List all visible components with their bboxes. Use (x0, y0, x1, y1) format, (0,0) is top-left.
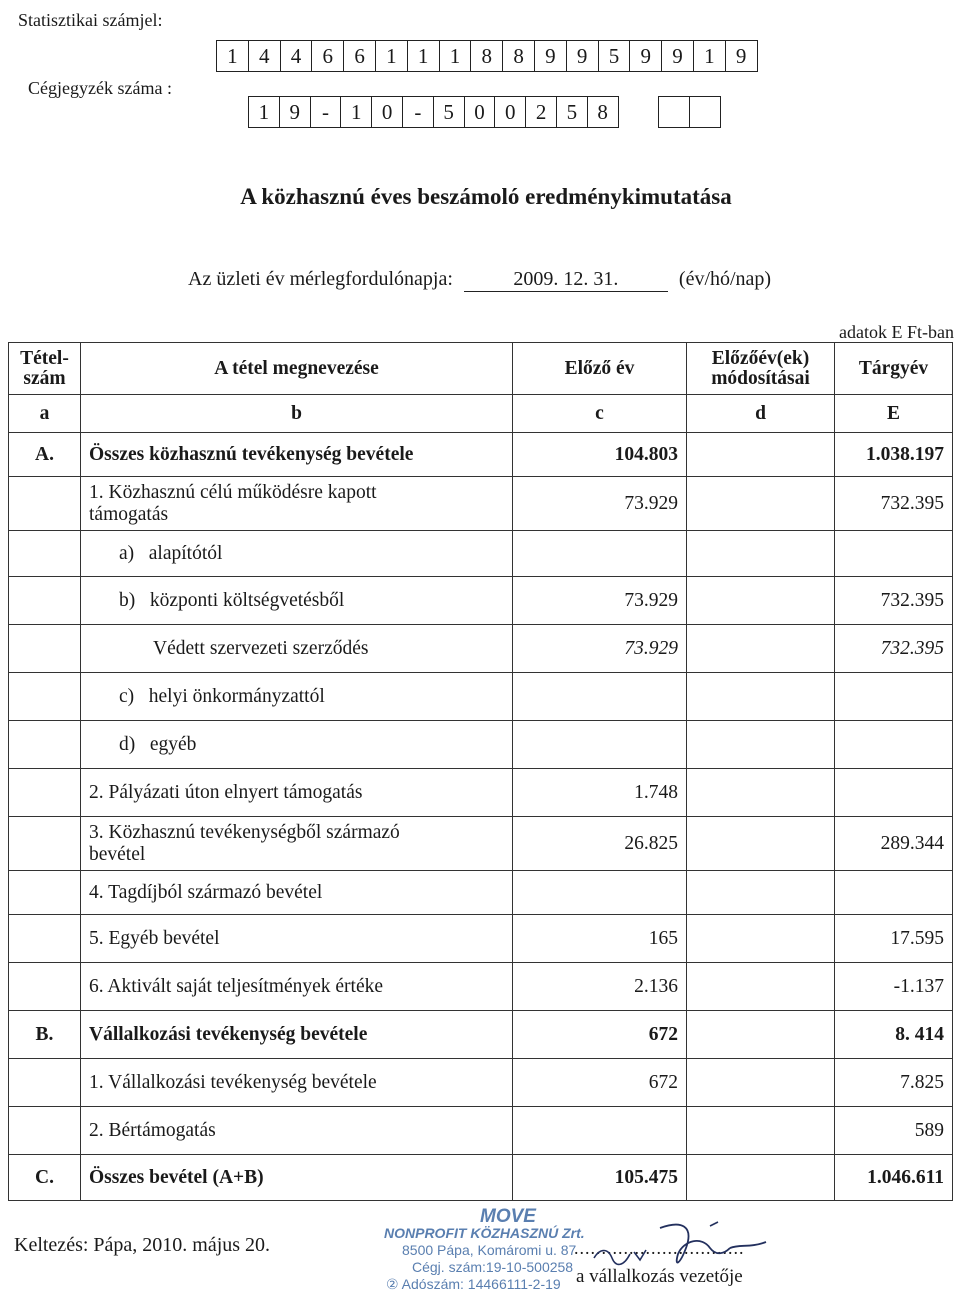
empty-digit-box (659, 97, 690, 127)
row-prev: 73.929 (513, 577, 687, 625)
digit-box: 1 (341, 97, 372, 127)
row-name: Vállalkozási tevékenység bevétele (81, 1011, 513, 1059)
digit-box: 0 (372, 97, 403, 127)
row-curr: 732.395 (835, 477, 953, 531)
row-prev (513, 1107, 687, 1155)
digit-box: 9 (662, 41, 694, 71)
digit-box: 1 (217, 41, 249, 71)
row-prev: 73.929 (513, 625, 687, 673)
row-code (9, 721, 81, 769)
letter-c: c (513, 395, 687, 433)
row-mod (687, 721, 835, 769)
table-row (9, 817, 953, 871)
stat-number-label: Statisztikai számjel: (18, 10, 163, 30)
row-curr (835, 531, 953, 577)
row-mod (687, 769, 835, 817)
balance-date-value: 2009. 12. 31. (464, 268, 668, 292)
digit-box: 9 (280, 97, 311, 127)
stamp-line: NONPROFIT KÖZHASZNÚ Zrt. (384, 1225, 585, 1241)
digit-box: 8 (597, 99, 608, 124)
row-prev: 73.929 (513, 477, 687, 531)
digit-box: 5 (599, 41, 631, 71)
row-code: B. (9, 1011, 81, 1059)
row-mod (687, 1155, 835, 1201)
table-row (9, 769, 953, 817)
row-mod (687, 1059, 835, 1107)
digit-box: 5 (434, 97, 465, 127)
row-prev: 105.475 (513, 1155, 687, 1201)
letter-d: d (687, 395, 835, 433)
table-row (9, 963, 953, 1011)
row-name: 2. Bértámogatás (81, 1107, 513, 1155)
balance-date-label: Az üzleti év mérlegfordulónapja: (188, 268, 453, 290)
digit-box: 4 (249, 41, 281, 71)
row-code (9, 871, 81, 915)
row-prev: 1.748 (513, 769, 687, 817)
header-name: A tétel megnevezése (81, 343, 513, 395)
row-code (9, 817, 81, 871)
row-curr: 732.395 (835, 577, 953, 625)
row-mod (687, 625, 835, 673)
digit-box: 5 (557, 97, 588, 127)
digit-box: 1 (408, 41, 440, 71)
balance-date-format: (év/hó/nap) (678, 268, 772, 290)
date-place: Keltezés: Pápa, 2010. május 20. (14, 1234, 271, 1256)
row-curr: -1.137 (835, 963, 953, 1011)
header-mod: Előzőév(ek) módosításai (687, 343, 835, 395)
header-prev: Előző év (513, 343, 687, 395)
row-code: A. (9, 433, 81, 477)
document-title: A közhasznú éves beszámoló eredménykimutatása (240, 184, 732, 209)
digit-box: 1 (249, 97, 280, 127)
row-prev (513, 531, 687, 577)
row-curr: 589 (835, 1107, 953, 1155)
digit-box: 1 (376, 41, 408, 71)
row-code (9, 673, 81, 721)
letter-e: E (835, 395, 953, 433)
row-prev: 104.803 (513, 433, 687, 477)
row-prev (513, 721, 687, 769)
stat-number-boxes (216, 40, 758, 72)
row-mod (687, 577, 835, 625)
table-row (9, 1107, 953, 1155)
digit-box: 1 (440, 41, 472, 71)
row-name: 6. Aktivált saját teljesítmények értéke (81, 963, 513, 1011)
row-prev (513, 673, 687, 721)
row-name: 1. Vállalkozási tevékenység bevétele (81, 1059, 513, 1107)
row-code (9, 1059, 81, 1107)
row-prev: 672 (513, 1059, 687, 1107)
table-row (9, 625, 953, 673)
balance-date-line (188, 268, 771, 292)
digit-box: - (403, 97, 434, 127)
row-name: c) helyi önkormányzattól (81, 673, 513, 721)
digit-box: 2 (526, 97, 557, 127)
row-mod (687, 871, 835, 915)
digit-box: 6 (312, 41, 344, 71)
row-name: 2. Pályázati úton elnyert támogatás (81, 769, 513, 817)
digit-box: 4 (281, 41, 313, 71)
row-code: C. (9, 1155, 81, 1201)
digit-box: 8 (471, 41, 503, 71)
row-curr (835, 871, 953, 915)
row-curr: 732.395 (835, 625, 953, 673)
digit-box: 1 (694, 41, 726, 71)
row-curr (835, 721, 953, 769)
row-name: Összes közhasznú tevékenység bevétele (81, 433, 513, 477)
digit-box: 9 (735, 43, 747, 68)
table-header-row (9, 343, 953, 395)
digit-box: 0 (465, 97, 496, 127)
header-code: Tétel-szám (9, 343, 81, 395)
row-mod (687, 673, 835, 721)
digit-box: - (311, 97, 342, 127)
registry-number-label: Cégjegyzék száma : (28, 78, 172, 98)
row-mod (687, 477, 835, 531)
table-row (9, 531, 953, 577)
row-mod (687, 433, 835, 477)
row-curr: 289.344 (835, 817, 953, 871)
header-curr: Tárgyév (835, 343, 953, 395)
table-row (9, 721, 953, 769)
income-statement-table (8, 342, 953, 1201)
row-curr (835, 769, 953, 817)
digit-box: 6 (344, 41, 376, 71)
row-code (9, 769, 81, 817)
table-row (9, 433, 953, 477)
row-name-text: 3. Közhasznú tevékenységből származó bevétel (89, 821, 400, 865)
row-curr: 1.046.611 (835, 1155, 953, 1201)
row-code (9, 915, 81, 963)
digit-box: 9 (567, 41, 599, 71)
row-curr: 7.825 (835, 1059, 953, 1107)
table-row (9, 1155, 953, 1201)
row-code (9, 1107, 81, 1155)
row-name: Védett szervezeti szerződés (81, 625, 513, 673)
row-code (9, 963, 81, 1011)
empty-digit-box (690, 97, 720, 127)
table-row (9, 673, 953, 721)
row-name (81, 477, 513, 531)
table-row (9, 477, 953, 531)
row-code (9, 625, 81, 673)
letter-b: b (81, 395, 513, 433)
table-row (9, 577, 953, 625)
row-name: 5. Egyéb bevétel (81, 915, 513, 963)
row-prev: 672 (513, 1011, 687, 1059)
row-name: b) központi költségvetésből (81, 577, 513, 625)
row-prev (513, 871, 687, 915)
row-name: d) egyéb (81, 721, 513, 769)
row-code (9, 531, 81, 577)
table-row (9, 871, 953, 915)
row-code (9, 477, 81, 531)
row-curr: 1.038.197 (835, 433, 953, 477)
digit-box: 9 (630, 41, 662, 71)
row-code (9, 577, 81, 625)
row-prev: 165 (513, 915, 687, 963)
row-prev: 2.136 (513, 963, 687, 1011)
digit-box: 0 (495, 97, 526, 127)
table-letter-row (9, 395, 953, 433)
table-row (9, 915, 953, 963)
stamp-line: Cégj. szám:19-10-500258 (412, 1259, 574, 1275)
row-curr (835, 673, 953, 721)
row-mod (687, 963, 835, 1011)
signature-dots: ............................... (574, 1238, 745, 1258)
row-curr: 8. 414 (835, 1011, 953, 1059)
table-row (9, 1059, 953, 1107)
row-name: Összes bevétel (A+B) (81, 1155, 513, 1201)
table-row (9, 1011, 953, 1059)
letter-a: a (9, 395, 81, 433)
row-mod (687, 915, 835, 963)
unit-note: adatok E Ft-ban (839, 322, 954, 342)
registry-number-boxes (248, 96, 619, 128)
digit-box: 9 (535, 41, 567, 71)
row-mod (687, 1011, 835, 1059)
stamp-line: ② Adószám: 14466111-2-19 (386, 1276, 561, 1292)
company-stamp (384, 1208, 585, 1293)
digit-box: 8 (503, 41, 535, 71)
row-name: 4. Tagdíjból származó bevétel (81, 871, 513, 915)
row-curr: 17.595 (835, 915, 953, 963)
row-name-text: 1. Közhasznú célú működésre kapott támogatás (89, 481, 377, 525)
row-name: a) alapítótól (81, 531, 513, 577)
row-mod (687, 1107, 835, 1155)
stamp-line: 8500 Pápa, Komáromi u. 87 (402, 1242, 577, 1258)
registry-extra-boxes (658, 96, 721, 128)
stamp-brand: MOVE (480, 1206, 536, 1227)
signature-caption: a vállalkozás vezetője (576, 1266, 743, 1287)
row-mod (687, 531, 835, 577)
row-name (81, 817, 513, 871)
row-mod (687, 817, 835, 871)
row-prev: 26.825 (513, 817, 687, 871)
